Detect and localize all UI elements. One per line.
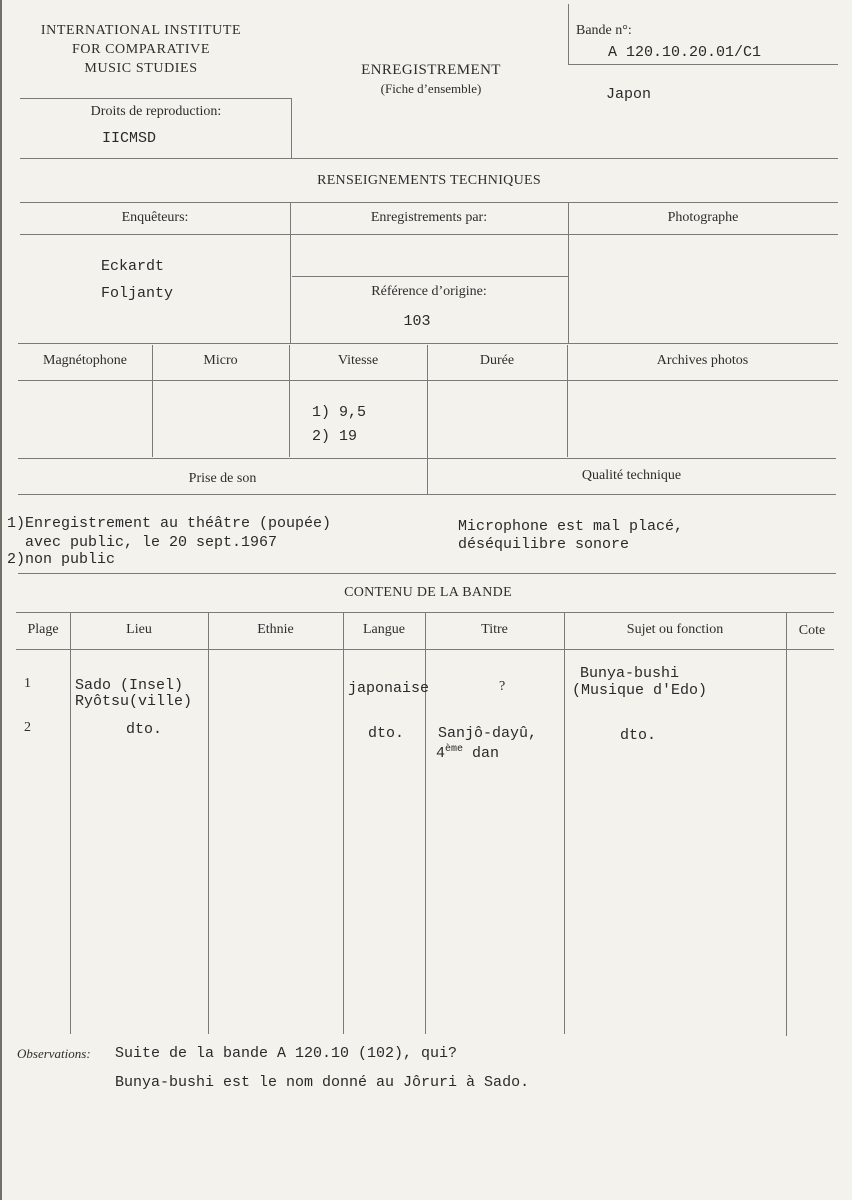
bande-label: Bande n°: [576, 23, 632, 38]
enqueteur-name: Eckardt [101, 258, 165, 275]
vitesse-value: 1) 9,5 [312, 404, 367, 421]
observations-line: Suite de la bande A 120.10 (102), qui? [115, 1045, 458, 1062]
prise-line: 2)non public [7, 551, 116, 568]
qualite-label: Qualité technique [581, 468, 682, 483]
titre-cell: ? [499, 679, 506, 694]
country-value: Japon [606, 86, 652, 103]
sujet-cell: dto. [620, 727, 657, 744]
reference-label: Référence d’origine: [371, 284, 487, 299]
lieu-cell: Sado (Insel) [75, 677, 184, 694]
sujet-cell: Bunya-bushi [580, 665, 680, 682]
col-header-lieu: Lieu [126, 622, 152, 637]
col-header-cote: Cote [798, 623, 826, 638]
institute-line: MUSIC STUDIES [84, 61, 198, 76]
form-title: ENREGISTREMENT [361, 62, 501, 78]
col-header-langue: Langue [363, 622, 405, 637]
vitesse-label: Vitesse [337, 353, 379, 368]
magnetophone-label: Magnétophone [43, 353, 127, 368]
institute-name [16, 21, 266, 78]
technical-section-title: RENSEIGNEMENTS TECHNIQUES [317, 173, 541, 188]
col-header-titre: Titre [481, 622, 508, 637]
lieu-cell: Ryôtsu(ville) [75, 693, 193, 710]
plage-cell: 2 [24, 720, 31, 735]
archives-label: Archives photos [656, 353, 749, 368]
col-header-sujet: Sujet ou fonction [626, 622, 724, 637]
langue-cell: dto. [368, 725, 405, 742]
sujet-cell: (Musique d'Edo) [572, 682, 708, 699]
institute-line: INTERNATIONAL INSTITUTE [40, 23, 242, 38]
vitesse-value: 2) 19 [312, 428, 358, 445]
col-header-plage: Plage [27, 622, 59, 637]
observations-line: Bunya-bushi est le nom donné au Jôruri à Sado. [115, 1074, 530, 1091]
micro-label: Micro [203, 353, 238, 368]
titre-cell-ordinal [436, 744, 499, 762]
qualite-line: déséquilibre sonore [458, 536, 630, 553]
enregistrements-label: Enregistrements par: [370, 210, 488, 225]
langue-cell: japonaise [348, 680, 430, 697]
prise-line: 1)Enregistrement au théâtre (poupée) [7, 515, 332, 532]
observations-label: Observations: [17, 1046, 91, 1061]
rights-value: IICMSD [102, 130, 157, 147]
qualite-line: Microphone est mal placé, [458, 518, 684, 535]
plage-cell: 1 [24, 676, 31, 691]
ordinal-word: dan [472, 745, 500, 762]
rights-label: Droits de reproduction: [90, 104, 222, 119]
prise-label: Prise de son [188, 471, 257, 486]
lieu-cell: dto. [126, 721, 163, 738]
photographe-label: Photographe [667, 210, 739, 225]
bande-value: A 120.10.20.01/C1 [608, 44, 762, 61]
enqueteurs-label: Enquêteurs: [121, 210, 189, 225]
institute-line: FOR COMPARATIVE [71, 42, 210, 57]
ordinal-number: 4 [436, 745, 446, 762]
col-header-ethnie: Ethnie [257, 622, 294, 637]
form-subtitle: (Fiche d’ensemble) [380, 81, 482, 96]
enqueteur-name: Foljanty [101, 285, 174, 302]
contents-section-title: CONTENU DE LA BANDE [344, 585, 512, 600]
prise-line: avec public, le 20 sept.1967 [25, 534, 278, 551]
ordinal-suffix: ème [445, 744, 464, 755]
duree-label: Durée [479, 353, 515, 368]
titre-cell: Sanjô-dayû, [438, 725, 538, 742]
reference-value: 103 [403, 313, 431, 330]
